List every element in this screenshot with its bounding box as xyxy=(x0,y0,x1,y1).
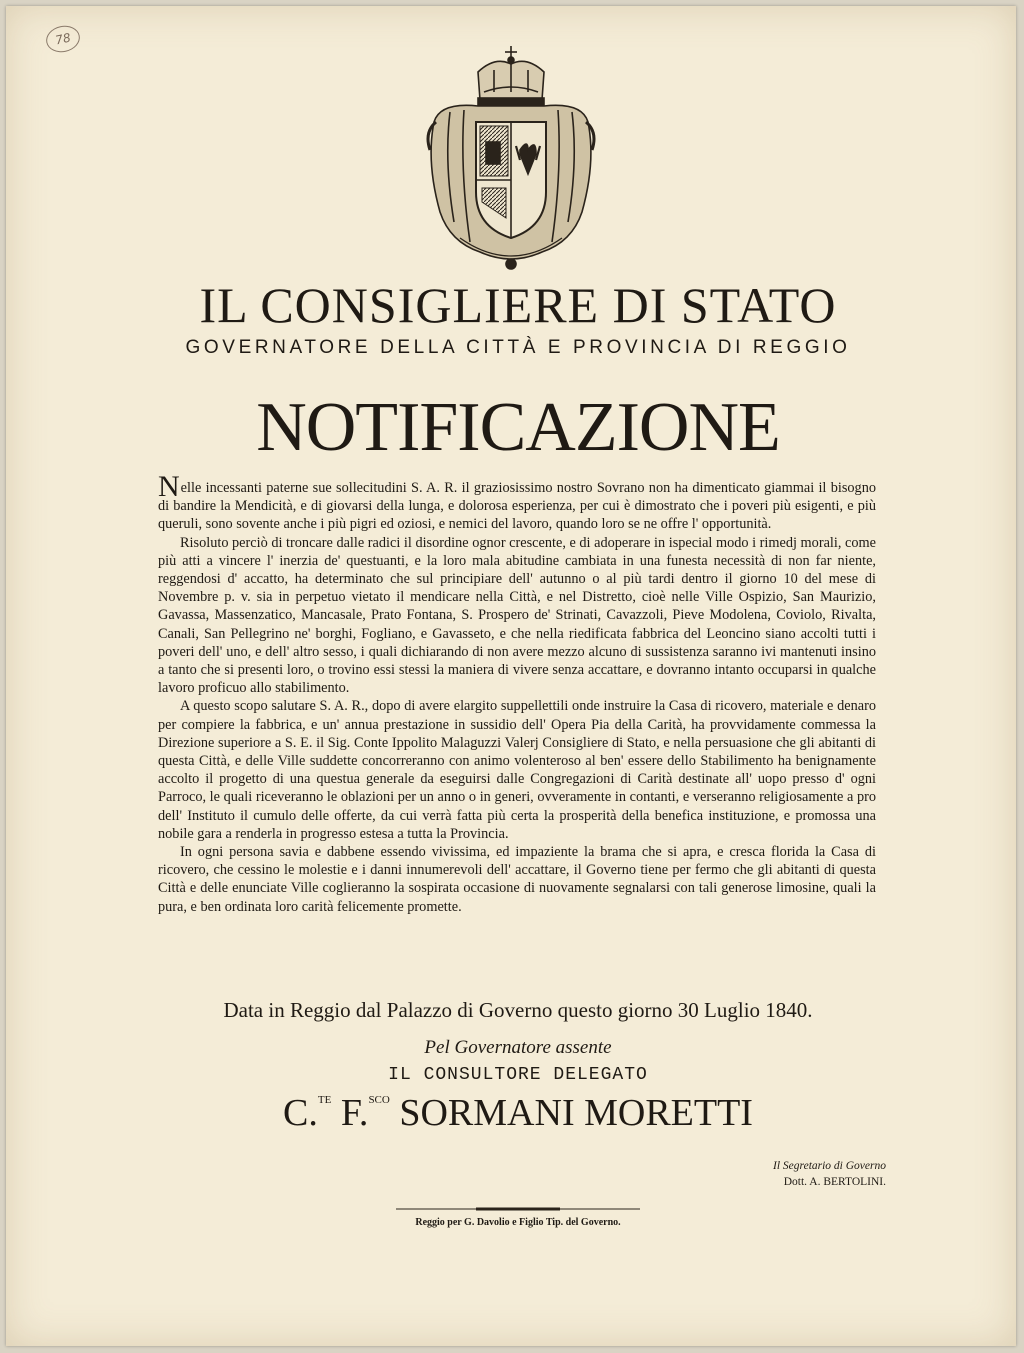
printer-line: Reggio per G. Davolio e Figlio Tip. del Governo. xyxy=(415,1217,621,1228)
secretary-role: Il Segretario di Governo xyxy=(773,1160,886,1172)
secretary-block xyxy=(686,1158,886,1190)
paragraph-4: In ogni persona savia e dabbene essendo vivissima, ed impaziente la brama che si apra, e cresca florida la Casa di ricovero, che cessino le molestie e i danni innumerevoli dell' accattare, il Governo tiene per fermo che gli abitanti di questa Città e delle enunciate Ville coglieranno la sospirata occasione di nuovamente segnalarsi con tali generose limosine, quali la pura, e ben ordinata loro carità felicemente promette. xyxy=(158,844,876,915)
decorative-rule xyxy=(396,1207,640,1211)
signer-f-sup: SCO xyxy=(368,1094,390,1106)
paragraph-1 xyxy=(158,470,876,534)
signer-c: C. xyxy=(283,1092,318,1134)
heading-notice: NOTIFICAZIONE xyxy=(256,389,780,466)
paragraph-3: A questo scopo salutare S. A. R., dopo di avere elargito suppellettili onde instruire la Casa di ricovero, materiale e denaro per compiere la fabbrica, e un' annua prestazione in sussidio dell' Opera Pia della Carità, ha provvidamente commessa la Direzione superiore a S. E. il Sig. Conte Ippolito Malaguzzi Valerj Consigliere di Stato, e nella persuasione che gli abitanti di questa Città, e delle Ville suddette concorreranno con animo volenteroso al ben' essere dello Stabilimento ha benignamente accolto il progetto di una questua generale da eseguirsi dalle Congregazioni di Carità destinate all' uopo presso d' ogni Parroco, le quali riceveranno le oblazioni per un anno o in generi, ovveramente in contanti, e verseranno religiosamente a pro dell' Instituto il cumulo delle offerte, da cui verrà fatta più certa la prosperità della benefica instituzione, e promossa una nobile gara a renderla in progresso estesa a tutta la Provincia. xyxy=(158,698,876,842)
signer-name xyxy=(6,1091,1024,1135)
drop-cap: N xyxy=(158,470,180,503)
coat-of-arms-icon xyxy=(420,42,602,272)
notice-body xyxy=(158,470,876,916)
governor-absent-line: Pel Governatore assente xyxy=(424,1037,612,1058)
document-sheet xyxy=(6,6,1016,1346)
date-line: Data in Reggio dal Palazzo di Governo questo giorno 30 Luglio 1840. xyxy=(223,998,813,1022)
heading-subtitle: GOVERNATORE DELLA CITTÀ E PROVINCIA DI REGGIO xyxy=(185,337,851,358)
paragraph-1-text: elle incessanti paterne sue sollecitudini S. A. R. il graziosissimo nostro Sovrano non ha dimenticato giammai il bisogno di bandire la Mendicità, e di giovarsi della lunga, e dolorosa esperienza, per cui è dimostrato che i poveri più esigenti, e più queruli, sono sovente anche i più pigri ed oziosi, e nemici del lavoro, quando loro se ne offre l' opportunità. xyxy=(158,480,876,533)
consultore-title: IL CONSULTORE DELEGATO xyxy=(388,1065,648,1085)
signer-c-sup: TE xyxy=(317,1094,332,1106)
signer-surname: SORMANI MORETTI xyxy=(399,1092,753,1134)
paragraph-2: Risoluto perciò di troncare dalle radici il disordine ognor crescente, e di adoperare in ispecial modo i rimedj morali, come più atti a vincere l' inerzia de' questuanti, e la loro mala abitudine cambiata in una funesta necessità di non far niente, reggendosi d' accatto, ha determinato che sul principiare dell' autunno o al più tardi dentro il giorno 10 del mese di Novembre p. v. sia in perpetuo vietato il mendicare nella Città, e nel Distretto, cioè nelle Ville Ospizio, San Maurizio, Gavassa, Massenzatico, Mancasale, Prato Fontana, S. Prospero de' Strinati, Cavazzoli, Pieve Modolena, Coviolo, Rivalta, Canali, San Pellegrino ne' borghi, Fogliano, e Gavasseto, e che nella riedificata fabbrica del Leoncino siano accolti tutti i poveri dell' uno, e dell' altro sesso, i quali dichiarando di non avere mezzo alcuno di sussistenza saranno ivi mantenuti insino a tanto che si presenti loro, o trovino essi stessi la maniera di vivere senza accattare, e dovranno intanto occuparsi in qualche lavoro proficuo allo stabilimento. xyxy=(158,534,876,697)
signer-f: F. xyxy=(340,1092,369,1134)
secretary-name: Dott. A. BERTOLINI. xyxy=(783,1176,886,1188)
archive-stamp xyxy=(44,23,83,56)
heading-title: IL CONSIGLIERE DI STATO xyxy=(199,277,837,333)
archive-number: 78 xyxy=(54,30,72,48)
